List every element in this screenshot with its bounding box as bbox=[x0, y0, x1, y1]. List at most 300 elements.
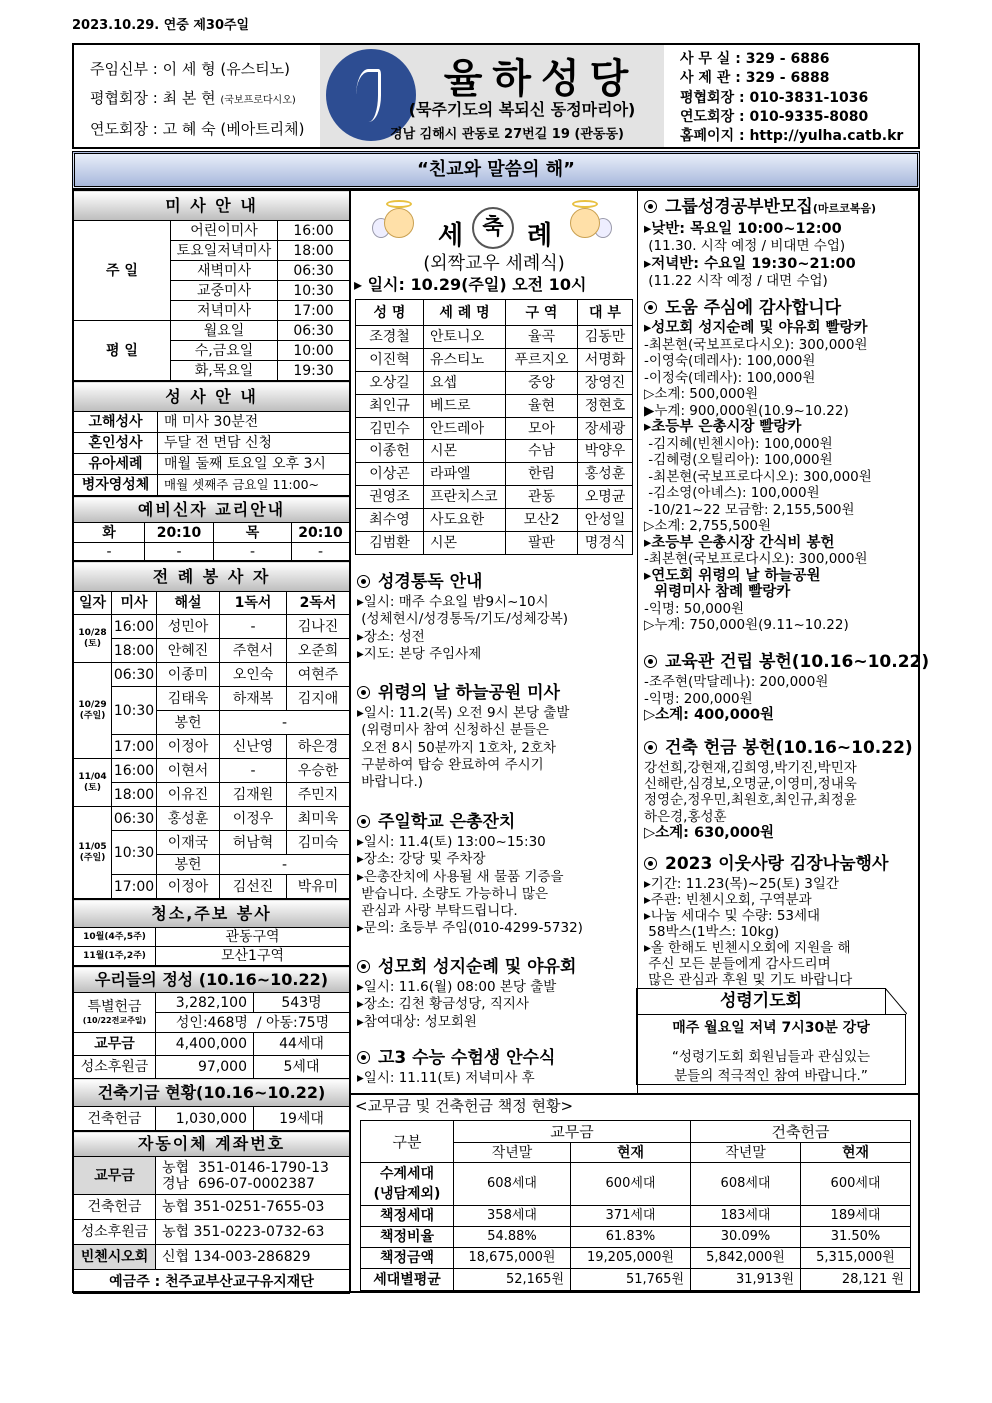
sub-header: 작년말 bbox=[454, 1143, 571, 1163]
mass-time: 10:30 bbox=[278, 281, 350, 301]
section-heading bbox=[357, 955, 576, 979]
row-label bbox=[361, 1206, 454, 1227]
table-row bbox=[356, 348, 633, 371]
reader1: 이정우 bbox=[220, 807, 287, 831]
bullet-circle-icon bbox=[644, 857, 657, 870]
commentator: 성민아 bbox=[157, 615, 220, 639]
notice-line: -최본현(국보프로다시오): 300,000원 bbox=[644, 336, 868, 353]
section-heading bbox=[644, 852, 888, 876]
spirit-prayer-body bbox=[636, 1014, 906, 1085]
notice-line: ▸문의: 초등부 주임(010-4299-5732) bbox=[357, 920, 583, 937]
staff-role: 연도회장 bbox=[90, 120, 148, 138]
weekday: (주일) bbox=[79, 710, 106, 721]
mass-time: 06:30 bbox=[278, 321, 350, 341]
name: 김민수 bbox=[356, 417, 424, 440]
value-cell: 19,205,000원 bbox=[571, 1248, 691, 1269]
notice-line: 강선희,강현재,김희영,박기진,박민자 bbox=[644, 760, 857, 776]
value-cell: 600세대 bbox=[801, 1163, 911, 1206]
row-label-text: 책정금액 bbox=[379, 1250, 435, 1266]
notice-line: ▸나눔 세대수 및 수량: 53세대 bbox=[644, 908, 821, 924]
catechumen-table bbox=[73, 496, 350, 561]
notice-line: -최본현(국보프로다시오): 300,000원 bbox=[644, 551, 868, 567]
notice-line: ▸성모회 성지순례 및 야유회 빨랑카 bbox=[644, 320, 868, 336]
spirit-prayer-schedule: 매주 월요일 저녁 7시30분 강당 bbox=[672, 1020, 870, 1036]
name: 이상곤 bbox=[356, 463, 424, 486]
mass-time: 18:00 bbox=[278, 241, 350, 261]
account-number: 경남 696-07-0002387 bbox=[162, 1175, 315, 1192]
commentator: 이정아 bbox=[157, 875, 220, 899]
notice-line: (성체현시/성경통독/기도/성체강복) bbox=[357, 611, 569, 628]
col-header: 구 역 bbox=[506, 300, 578, 326]
amount: 3,282,100 bbox=[156, 993, 254, 1013]
section-title: 2023 이웃사랑 김장나눔행사 bbox=[665, 854, 889, 874]
reader2: 김나진 bbox=[287, 615, 350, 639]
district: 중앙 bbox=[506, 371, 578, 394]
offering-value: - bbox=[220, 711, 350, 735]
row-label-note: (냉담제외) bbox=[373, 1186, 441, 1202]
contact-value: 010-9335-8080 bbox=[749, 108, 869, 125]
godfather: 정현호 bbox=[578, 394, 633, 417]
contact-yeondo: 연도회장 : 010-9335-8080 bbox=[680, 108, 869, 125]
spirit-prayer-quote: 분들의 적극적인 참여 바랍니다.” bbox=[674, 1068, 868, 1084]
baptismal-name: 시몬 bbox=[424, 532, 506, 555]
section-title: 교육관 건립 봉헌(10.16~10.22) bbox=[665, 652, 930, 672]
district: 한림 bbox=[506, 463, 578, 486]
value-cell: 28,121 원 bbox=[801, 1269, 911, 1291]
notice-line: (11.30. 시작 예정 / 비대면 수업) bbox=[644, 238, 846, 255]
notice-line: 58박스(1박스: 10kg) bbox=[644, 924, 780, 940]
table-row bbox=[361, 1269, 911, 1291]
notice-line: 정영순,정우민,최원호,최인규,최정윤 bbox=[644, 792, 857, 809]
reader1: 오인숙 bbox=[220, 663, 287, 687]
reader2: 주민지 bbox=[287, 783, 350, 807]
district: 팔판 bbox=[506, 532, 578, 555]
offering-label: 성소후원금 bbox=[74, 1056, 156, 1079]
district: 모아 bbox=[506, 417, 578, 440]
building-offering-section bbox=[644, 736, 913, 841]
notice-line: ▸일시: 11.4(토) 13:00~15:30 bbox=[357, 834, 546, 850]
notice-line: 구분하여 탑승 완료하여 주시기 bbox=[357, 756, 544, 773]
godfather: 장세광 bbox=[578, 417, 633, 440]
section-heading bbox=[644, 195, 876, 221]
col-header: 대 부 bbox=[578, 300, 633, 326]
mass-time: 17:00 bbox=[278, 301, 350, 321]
time: 20:10 bbox=[292, 523, 350, 543]
value-cell: 52,165원 bbox=[454, 1269, 571, 1291]
empty-cell: - bbox=[214, 543, 292, 561]
mass-time: 06:30 bbox=[112, 807, 157, 831]
section-title: 성모회 성지순례 및 야유회 bbox=[378, 957, 577, 977]
value-cell: 51,765원 bbox=[571, 1269, 691, 1291]
col-header: 미사 bbox=[112, 592, 157, 615]
value-cell: 358세대 bbox=[454, 1206, 571, 1227]
contact-label: 홈페이지 bbox=[680, 128, 735, 145]
mass-time: 06:30 bbox=[112, 663, 157, 687]
staff-saint: (국보프로다시오) bbox=[220, 95, 296, 106]
amount: 4,400,000 bbox=[156, 1033, 254, 1056]
value-cell: 31.50% bbox=[801, 1227, 911, 1248]
district: 율곡 bbox=[506, 326, 578, 349]
bullet-circle-icon bbox=[357, 815, 370, 828]
notice-all-souls-mass bbox=[357, 681, 569, 791]
table-row bbox=[361, 1248, 911, 1269]
staff-pastor: 주임신부 : 이 세 형 (유스티노) bbox=[90, 60, 291, 78]
date: 10/28 bbox=[78, 627, 107, 638]
empty-cell: - bbox=[145, 543, 214, 561]
value-cell: 600세대 bbox=[571, 1163, 691, 1206]
baptism-datetime: ▸ 일시: 10.29(주일) 오전 10시 bbox=[354, 275, 587, 294]
mass-name: 저녁미사 bbox=[171, 301, 278, 321]
contact-value: 329 - 6886 bbox=[745, 51, 830, 67]
amount: 1,030,000 bbox=[156, 1107, 254, 1131]
contact-list bbox=[664, 45, 918, 147]
parish-address: 경남 김해시 관동로 27번길 19 (관동동) bbox=[390, 127, 624, 142]
row-label bbox=[361, 1163, 454, 1206]
notice-line: ▸올 한해도 빈첸시오회에 지원을 해 bbox=[644, 940, 851, 956]
row-label-text: 책정비율 bbox=[379, 1229, 435, 1245]
table-row bbox=[356, 326, 633, 349]
staff-name: 이 세 형 bbox=[162, 60, 216, 78]
angel-icon bbox=[372, 200, 424, 244]
special-offering-note: (10/22전교주일) bbox=[82, 1016, 147, 1025]
reader1: - bbox=[220, 759, 287, 783]
notice-line: ▸낮반: 목요일 10:00~12:00 bbox=[644, 221, 842, 237]
reader1: 하재복 bbox=[220, 687, 287, 711]
col-header: 2독서 bbox=[287, 592, 350, 615]
notice-line: 오전 8시 50분까지 1호차, 2호차 bbox=[357, 739, 557, 756]
notice-line: ▸연도회 위령의 날 하늘공원 bbox=[644, 567, 821, 584]
notice-line: -최본현(국보프로다시오): 300,000원 bbox=[644, 468, 872, 485]
bullet-circle-icon bbox=[644, 301, 657, 314]
value-cell: 30.09% bbox=[691, 1227, 801, 1248]
contact-rectory: 사 제 관 : 329 - 6888 bbox=[680, 70, 830, 87]
assessment-table bbox=[360, 1120, 911, 1291]
tab-corner bbox=[881, 988, 907, 1015]
sub-header: 현재 bbox=[801, 1143, 911, 1163]
year-theme-banner: “친교와 말씀의 해” bbox=[72, 151, 920, 189]
account-holder: 예금주 : 천주교부산교구유지재단 bbox=[74, 1270, 350, 1294]
sub-header: 현재 bbox=[571, 1143, 691, 1163]
staff-yeondo: 연도회장 : 고 혜 숙 (베아트리체) bbox=[90, 120, 305, 138]
godfather: 박양우 bbox=[578, 440, 633, 463]
notice-line: -조주현(막달레나): 200,000원 bbox=[644, 674, 829, 690]
value-cell: 54.88% bbox=[454, 1227, 571, 1248]
notice-line: -김소영(아녜스): 100,000원 bbox=[644, 485, 820, 501]
catechumen-title: 예비신자 교리안내 bbox=[74, 497, 350, 523]
godfather: 명경식 bbox=[578, 532, 633, 555]
baptism-table bbox=[355, 299, 633, 555]
commentator: 이재국 bbox=[157, 831, 220, 855]
notice-line: ▸초등부 은총시장 간식비 봉헌 bbox=[644, 534, 835, 551]
empty-cell: - bbox=[292, 543, 350, 561]
spirit-prayer-quote: “성령기도회 회원님들과 관심있는 bbox=[671, 1049, 871, 1065]
date: 11/04 bbox=[78, 771, 107, 782]
cleaning-table bbox=[73, 899, 350, 966]
mass-name: 어린이미사 bbox=[171, 221, 278, 241]
notice-line: 관심과 사랑 부탁드립니다. bbox=[357, 903, 518, 920]
notice-line: ▸일시: 매주 수요일 밤9시~10시 bbox=[357, 594, 549, 610]
reader2: 오준희 bbox=[287, 639, 350, 663]
section-heading bbox=[357, 681, 569, 705]
angel-icon bbox=[560, 200, 612, 244]
value-cell: 608세대 bbox=[691, 1163, 801, 1206]
notice-line: 하은경,홍성훈 bbox=[644, 808, 727, 825]
baptism-header-row bbox=[356, 300, 633, 326]
period: 10월(4주,5주) bbox=[74, 928, 156, 947]
section-heading bbox=[357, 1046, 555, 1070]
notice-line: 위령미사 참례 빨랑카 bbox=[644, 584, 791, 600]
notice-line: ▶누계: 900,000원(10.9~10.22) bbox=[644, 402, 849, 419]
date-cell bbox=[74, 807, 112, 899]
contact-homepage: 홈페이지 : http://yulha.catb.kr bbox=[680, 128, 904, 145]
col-header: 구분 bbox=[361, 1121, 454, 1163]
staff-list bbox=[74, 45, 320, 147]
notice-line: ▸일시: 11.6(월) 08:00 본당 출발 bbox=[357, 979, 557, 995]
notice-line: 바랍니다.) bbox=[357, 774, 424, 791]
contact-value: 329 - 6888 bbox=[745, 70, 830, 87]
notice-line: ▸기간: 11.23(목)~25(토) 3일간 bbox=[644, 876, 839, 892]
staff-saint: (유스티노) bbox=[220, 60, 291, 78]
weekday-label: 평 일 bbox=[74, 321, 171, 381]
account-numbers bbox=[156, 1157, 350, 1195]
building-fund-title: 건축기금 현황(10.16~10.22) bbox=[74, 1079, 350, 1107]
contact-label: 사 무 실 bbox=[680, 51, 731, 67]
mass-name: 월요일 bbox=[171, 321, 278, 341]
table-row bbox=[356, 371, 633, 394]
mass-time: 16:00 bbox=[112, 759, 157, 783]
value-cell: 61.83% bbox=[571, 1227, 691, 1248]
education-building-section bbox=[644, 650, 929, 724]
sacrament-info: 매월 둘째 토요일 오후 3시 bbox=[158, 454, 350, 475]
notice-line: -익명: 50,000원 bbox=[644, 600, 745, 617]
table-row bbox=[356, 440, 633, 463]
day: 화 bbox=[74, 523, 145, 543]
section-title: 그룹성경공부반모집 bbox=[665, 197, 813, 217]
value-cell: 183세대 bbox=[691, 1206, 801, 1227]
sub-header: 작년말 bbox=[691, 1143, 801, 1163]
bible-study-recruit bbox=[644, 195, 876, 290]
row-label-text: 세대별평균 bbox=[373, 1271, 441, 1288]
col-header: 일자 bbox=[74, 592, 112, 615]
section-heading bbox=[644, 296, 872, 320]
notice-line: ▸저녁반: 수요일 19:30~21:00 bbox=[644, 255, 856, 272]
mass-name: 토요일저녁미사 bbox=[171, 241, 278, 261]
bullet-circle-icon bbox=[357, 686, 370, 699]
commentator: 홍성훈 bbox=[157, 807, 220, 831]
notice-line: (위령미사 참여 신청하신 분들은 bbox=[357, 722, 549, 739]
notice-line: ▸일시: 11.11(토) 저녁미사 후 bbox=[357, 1070, 535, 1086]
bullet-circle-icon bbox=[357, 1051, 370, 1064]
notice-line: -김지혜(빈첸시아): 100,000원 bbox=[644, 435, 833, 452]
godfather: 서명화 bbox=[578, 348, 633, 371]
name: 이종헌 bbox=[356, 440, 424, 463]
homepage-link[interactable]: http://yulha.catb.kr bbox=[749, 128, 904, 145]
district: 관동 bbox=[506, 486, 578, 509]
sacraments-table bbox=[73, 381, 350, 496]
baptismal-name: 라파엘 bbox=[424, 463, 506, 486]
staff-role: 주임신부 bbox=[90, 60, 148, 78]
account-label: 교무금 bbox=[74, 1157, 156, 1195]
section-heading bbox=[357, 570, 568, 594]
section-title: 고3 수능 수험생 안수식 bbox=[378, 1048, 556, 1068]
reader2: 최미욱 bbox=[287, 807, 350, 831]
staff-saint: (베아트리체) bbox=[220, 120, 305, 138]
time: 20:10 bbox=[145, 523, 214, 543]
contact-label: 사 제 관 bbox=[680, 70, 731, 87]
notice-line: ▸장소: 김천 황금성당, 직지사 bbox=[357, 996, 529, 1013]
offering-value: - bbox=[220, 855, 350, 875]
table-row bbox=[361, 1163, 911, 1206]
reader1: - bbox=[220, 615, 287, 639]
commentator: 이종미 bbox=[157, 663, 220, 687]
baptismal-name: 프란치스코 bbox=[424, 486, 506, 509]
account-number: 농협 351-0251-7655-03 bbox=[156, 1195, 350, 1220]
notice-line: ▷소계: 500,000원 bbox=[644, 386, 759, 402]
baptismal-name: 요셉 bbox=[424, 371, 506, 394]
staff-name: 최 본 현 bbox=[162, 89, 216, 107]
table-row bbox=[356, 486, 633, 509]
bullet-circle-icon bbox=[357, 960, 370, 973]
count: 5세대 bbox=[254, 1056, 350, 1079]
sacrament-info: 매월 셋째주 금요일 11:00~ bbox=[158, 475, 350, 496]
liturgy-servers-table bbox=[73, 561, 350, 899]
section-title: 주일학교 은총잔치 bbox=[378, 812, 516, 832]
parish-patron: (묵주기도의 복되신 동정마리아) bbox=[408, 100, 636, 119]
spirit-prayer-title: 성령기도회 bbox=[636, 988, 886, 1014]
staff-council: 평협회장 : 최 본 현 (국보프로다시오) bbox=[90, 89, 296, 107]
row-label-text: 수계세대 bbox=[379, 1166, 435, 1182]
accounts-table bbox=[73, 1131, 350, 1294]
notice-line: ▷소계: 2,755,500원 bbox=[644, 518, 772, 534]
notice-line: 신해란,심경보,오명균,이영미,정내욱 bbox=[644, 776, 857, 793]
date-cell bbox=[74, 759, 112, 807]
account-number: 신협 134-003-286829 bbox=[156, 1245, 350, 1270]
notice-line: 받습니다. 소량도 가능하니 많은 bbox=[357, 885, 548, 902]
count: 44세대 bbox=[254, 1033, 350, 1056]
name: 권영조 bbox=[356, 486, 424, 509]
notice-line: -이영숙(데레사): 100,000원 bbox=[644, 353, 816, 369]
sunday-label: 주 일 bbox=[74, 221, 171, 321]
mass-name: 수,금요일 bbox=[171, 341, 278, 361]
reader2: 김지애 bbox=[287, 687, 350, 711]
mass-schedule-table bbox=[73, 190, 350, 381]
spirit-prayer-box bbox=[636, 988, 906, 1085]
mass-name: 새벽미사 bbox=[171, 261, 278, 281]
period: 11월(1주,2주) bbox=[74, 947, 156, 966]
date: 10/29 bbox=[78, 699, 107, 710]
sacrament-name: 병자영성체 bbox=[74, 475, 158, 496]
table-row bbox=[356, 394, 633, 417]
table-row bbox=[356, 463, 633, 486]
day: 목 bbox=[214, 523, 292, 543]
contact-office: 사 무 실 : 329 - 6886 bbox=[680, 51, 830, 67]
mass-name: 화,목요일 bbox=[171, 361, 278, 381]
district: 푸르지오 bbox=[506, 348, 578, 371]
value-cell: 189세대 bbox=[801, 1206, 911, 1227]
sacrament-name: 유아세례 bbox=[74, 454, 158, 475]
value-cell: 18,675,000원 bbox=[454, 1248, 571, 1269]
notice-line: -이정숙(데레사): 100,000원 bbox=[644, 369, 816, 386]
parish-title-block bbox=[320, 45, 664, 147]
notice-line: -익명: 200,000원 bbox=[644, 690, 753, 707]
name: 김범환 bbox=[356, 532, 424, 555]
col-header: 해설 bbox=[157, 592, 220, 615]
staff-role: 평협회장 bbox=[90, 89, 148, 107]
notice-line: ▷소계: 400,000원 bbox=[644, 707, 775, 723]
bullet-circle-icon bbox=[644, 741, 657, 754]
count: 19세대 bbox=[254, 1107, 350, 1131]
reader1: 주현서 bbox=[220, 639, 287, 663]
notice-line: ▷누계: 750,000원(9.11~10.22) bbox=[644, 617, 849, 633]
amount: 97,000 bbox=[156, 1056, 254, 1079]
offering-label: 봉헌 bbox=[157, 855, 220, 875]
account-label: 빈첸시오회 bbox=[74, 1245, 156, 1270]
thanks-section bbox=[644, 296, 872, 634]
contact-council: 평협회장 : 010-3831-1036 bbox=[680, 89, 869, 106]
row-label bbox=[361, 1269, 454, 1291]
account-number: 농협 351-0223-0732-63 bbox=[156, 1220, 350, 1245]
assessment-title: <교무금 및 건축헌금 책정 현황> bbox=[355, 1097, 574, 1115]
group-header: 교무금 bbox=[454, 1121, 691, 1143]
baptismal-name: 안드레아 bbox=[424, 417, 506, 440]
table-row bbox=[361, 1206, 911, 1227]
offering-label: 교무금 bbox=[74, 1033, 156, 1056]
row-label bbox=[361, 1227, 454, 1248]
mass-time: 10:30 bbox=[112, 831, 157, 875]
name: 오상길 bbox=[356, 371, 424, 394]
notice-line: ▸일시: 11.2(목) 오전 9시 본당 출발 bbox=[357, 705, 570, 721]
district: 수남 bbox=[506, 440, 578, 463]
mass-time: 10:00 bbox=[278, 341, 350, 361]
count: 543명 bbox=[254, 993, 350, 1013]
mass-time: 18:00 bbox=[112, 783, 157, 807]
name: 최수영 bbox=[356, 509, 424, 532]
weekday: (토) bbox=[84, 782, 101, 793]
notice-line: -10/21~22 모금함: 2,155,500원 bbox=[644, 501, 855, 518]
bulletin-header bbox=[72, 43, 920, 149]
baptism-wreath-icon: 축 bbox=[472, 207, 514, 249]
left-column bbox=[73, 190, 349, 1294]
notice-line: ▸지도: 본당 주임사제 bbox=[357, 645, 482, 662]
special-offering-detail: 성인:468명 / 아동:75명 bbox=[156, 1013, 350, 1033]
commentator: 김태욱 bbox=[157, 687, 220, 711]
notice-sunday-school-festival bbox=[357, 810, 583, 938]
godfather: 홍성훈 bbox=[578, 463, 633, 486]
notice-line: 주신 모든 분들에게 감사드리며 bbox=[644, 956, 831, 972]
commentator: 이정아 bbox=[157, 735, 220, 759]
row-label-text: 책정세대 bbox=[379, 1208, 435, 1224]
account-label: 건축헌금 bbox=[74, 1195, 156, 1220]
mass-time: 06:30 bbox=[278, 261, 350, 281]
baptismal-name: 시몬 bbox=[424, 440, 506, 463]
section-title: 도움 주심에 감사합니다 bbox=[665, 298, 842, 318]
district: 관동구역 bbox=[156, 928, 350, 947]
kimchi-sharing-section bbox=[644, 852, 888, 988]
parish-name: 율하성당 bbox=[443, 56, 639, 102]
reader1: 김선진 bbox=[220, 875, 287, 899]
value-cell: 608세대 bbox=[454, 1163, 571, 1206]
weekday: (주일) bbox=[79, 852, 106, 863]
district: 모산1구역 bbox=[156, 947, 350, 966]
notice-line: ▸주관: 빈첸시오회, 구역분과 bbox=[644, 892, 812, 908]
section-title: 성경통독 안내 bbox=[378, 572, 483, 592]
reader2: 김미숙 bbox=[287, 831, 350, 855]
group-header: 건축헌금 bbox=[691, 1121, 911, 1143]
date: 11/05 bbox=[78, 841, 107, 852]
account-label: 성소후원금 bbox=[74, 1220, 156, 1245]
contact-value: 010-3831-1036 bbox=[749, 89, 869, 106]
notice-exam-blessing bbox=[357, 1046, 555, 1087]
